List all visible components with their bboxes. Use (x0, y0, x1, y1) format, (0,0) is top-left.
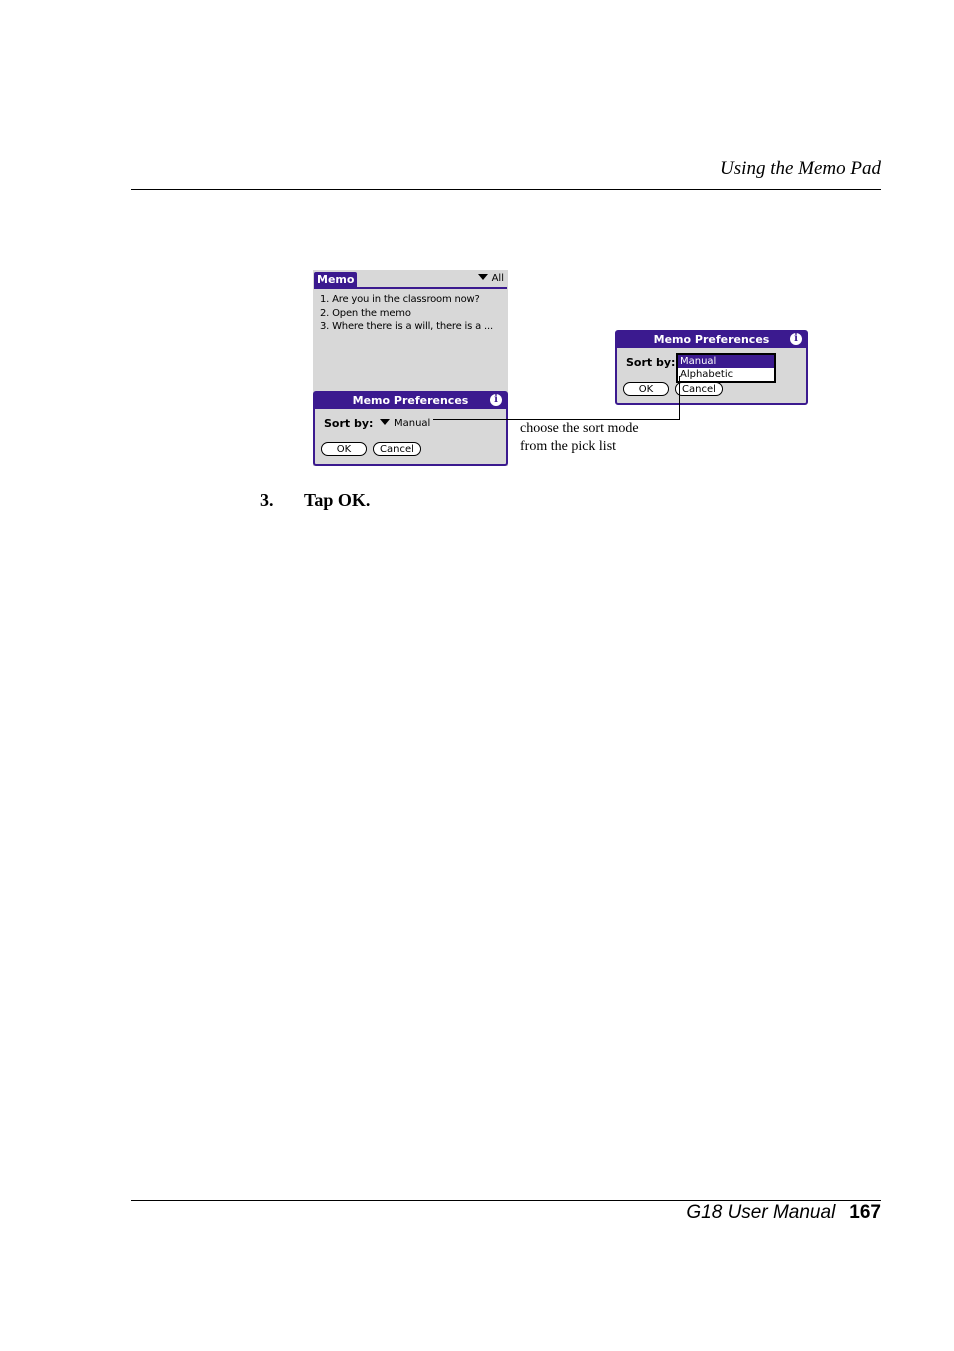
dialog-title: Memo Preferences (315, 393, 506, 409)
header-rule (131, 189, 881, 190)
running-head: Using the Memo Pad (720, 158, 881, 179)
step-text: Tap OK. (304, 490, 371, 510)
info-icon[interactable]: i (490, 394, 502, 406)
footer-manual-title: G18 User Manual (686, 1202, 836, 1223)
title-underline (314, 287, 507, 289)
callout-text (520, 420, 639, 456)
memo-app-tab[interactable]: Memo (314, 272, 357, 288)
dropdown-triangle-icon (380, 419, 390, 425)
ok-button[interactable]: OK (623, 382, 669, 396)
category-selector[interactable] (478, 273, 504, 285)
callout-line-vertical (679, 376, 680, 420)
preferences-dialog (313, 391, 508, 466)
pick-list-item-alphabetic[interactable]: Alphabetic (680, 369, 734, 380)
page-number: 167 (849, 1202, 881, 1223)
dropdown-triangle-icon (478, 274, 488, 280)
footer-rule (131, 1200, 881, 1201)
memo-screenshot (313, 270, 508, 466)
info-icon[interactable]: i (790, 333, 802, 345)
sort-by-trigger[interactable] (380, 417, 430, 430)
sort-pick-list (676, 353, 776, 383)
dialog-title: Memo Preferences (617, 332, 806, 348)
sort-by-value: Manual (394, 418, 431, 429)
step-number: 3. (260, 490, 274, 510)
pick-list-item-manual[interactable]: Manual (678, 355, 774, 368)
list-item[interactable]: 1. Are you in the classroom now? (320, 294, 480, 305)
cancel-button[interactable]: Cancel (675, 382, 723, 396)
sort-by-label: Sort by: (324, 417, 374, 430)
list-item[interactable]: 2. Open the memo (320, 307, 411, 319)
callout-line-1: choose the sort mode (520, 421, 639, 436)
cancel-button[interactable]: Cancel (373, 442, 421, 456)
category-value: All (491, 273, 504, 284)
ok-button[interactable]: OK (321, 442, 367, 456)
callout-line-2: from the pick list (520, 439, 617, 454)
list-item[interactable]: 3. Where there is a will, there is a ... (320, 321, 493, 332)
memo-list (320, 293, 493, 334)
footer (686, 1202, 881, 1224)
sort-by-label: Sort by: (626, 356, 676, 369)
